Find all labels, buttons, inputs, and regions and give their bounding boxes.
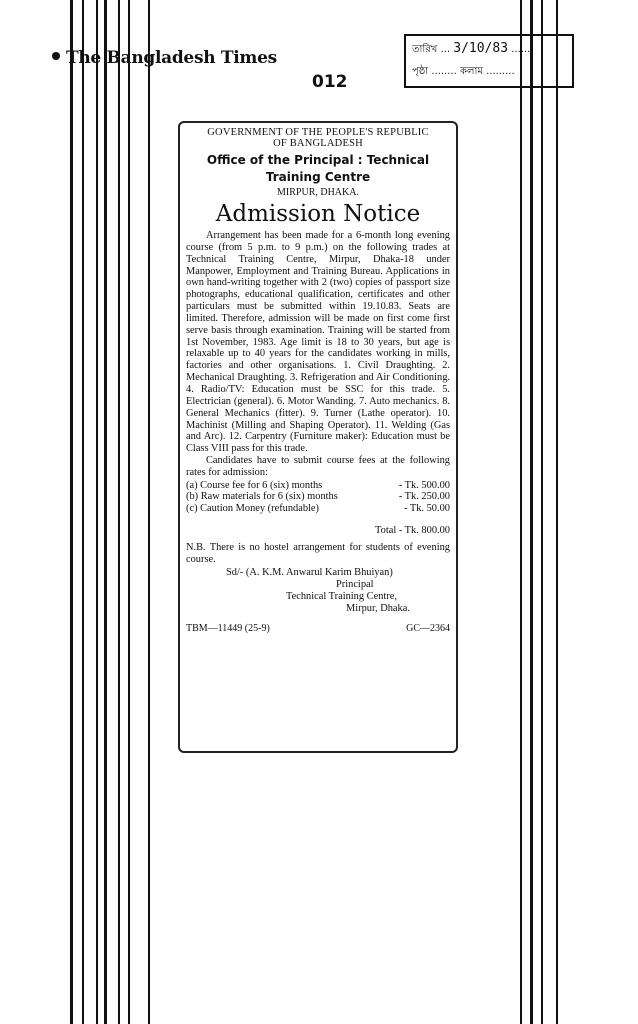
notice-footer	[186, 623, 450, 634]
notice-clipping	[178, 121, 458, 753]
office-heading: Office of the Principal : Technical Training Centre	[206, 153, 430, 184]
margin-line	[148, 0, 150, 1024]
margin-line	[530, 0, 533, 1024]
notice-body	[186, 230, 450, 479]
stamp-date-label: তারিখ	[412, 44, 438, 55]
stamp-date-value: 3/10/83	[453, 41, 509, 56]
stamp-page-label: পৃষ্ঠা	[412, 66, 429, 77]
fee-list	[186, 480, 450, 515]
fee-row: (a) Course fee for 6 (six) months - Tk. 500.00	[186, 479, 450, 491]
margin-line	[118, 0, 120, 1024]
fee-row: (b) Raw materials for 6 (six) months - Tk. 250.00	[186, 491, 450, 503]
stamp-column-label: কলাম	[460, 66, 483, 77]
footer-ref-left: TBM—11449 (25-9)	[186, 623, 270, 635]
fee-row: (c) Caution Money (refundable) - Tk. 50.00	[186, 503, 450, 515]
newspaper-name: The Bangladesh Times	[66, 48, 277, 68]
page-number: 012	[312, 72, 348, 92]
footer-ref-right: GC—2364	[406, 623, 450, 635]
archive-stamp: তারিখ ... 3/10/83 ...... পৃষ্ঠা ........ কলাম .........	[404, 34, 574, 88]
margin-line	[104, 0, 107, 1024]
notice-title: Admission Notice	[215, 201, 421, 227]
notice-paragraph: Arrangement has been made for a 6-month long evening course (from 5 p.m. to 9 p.m.) on the following trades at Technical Training Centre, Mirpur, Dhaka-18 under Manpower, Employment and Training Bureau. Applications in own hand-writing together with 2 (two) copies of passport size photographs, educational qualification, certificates and other particulars must be submitted within 19.10.83. Seats are limited. Therefore, admission will be made on first come first serve basis through examination. Training will be started from 1st November, 1983. Age limit is 18 to 30 years, but age is relaxable up to 40 years for the candidates working in mills, factories and other organisations. 1. Civil Draughting. 2. Mechanical Draughting. 3. Refrigeration and Air Conditioning. 4. Radio/TV: Education must be SSC for this trade. 5. Electrician (general). 6. Motor Wanding. 7. Auto mechanics. 8. General Mechanics (fitter). 9. Turner (Lathe operator). 10. Machinist (Milling and Shaping Operator). 11. Welding (Gas and Arc). 12. Carpentry (Furniture maker): Education must be Class VIII pass for this trade.	[186, 230, 450, 455]
hostel-note: N.B. There is no hostel arrangement for students of evening course.	[186, 541, 450, 565]
margin-line	[128, 0, 130, 1024]
margin-line	[541, 0, 543, 1024]
margin-line	[556, 0, 558, 1024]
government-heading: GOVERNMENT OF THE PEOPLE'S REPUBLIC OF BANGLADESH	[207, 127, 429, 149]
fees-intro: Candidates have to submit course fees at the following rates for admission:	[186, 455, 450, 478]
margin-line	[70, 0, 73, 1024]
signature-block: Sd/- (A. K.M. Anwarul Karim Bhuiyan) Principal Technical Training Centre, Mirpur, Dhaka.	[226, 567, 410, 615]
margin-line	[82, 0, 84, 1024]
office-location: MIRPUR, DHAKA.	[277, 187, 359, 198]
margin-line	[520, 0, 522, 1024]
fee-total: Total - Tk. 800.00	[375, 524, 450, 536]
bullet-mark	[52, 52, 60, 60]
margin-line	[96, 0, 98, 1024]
